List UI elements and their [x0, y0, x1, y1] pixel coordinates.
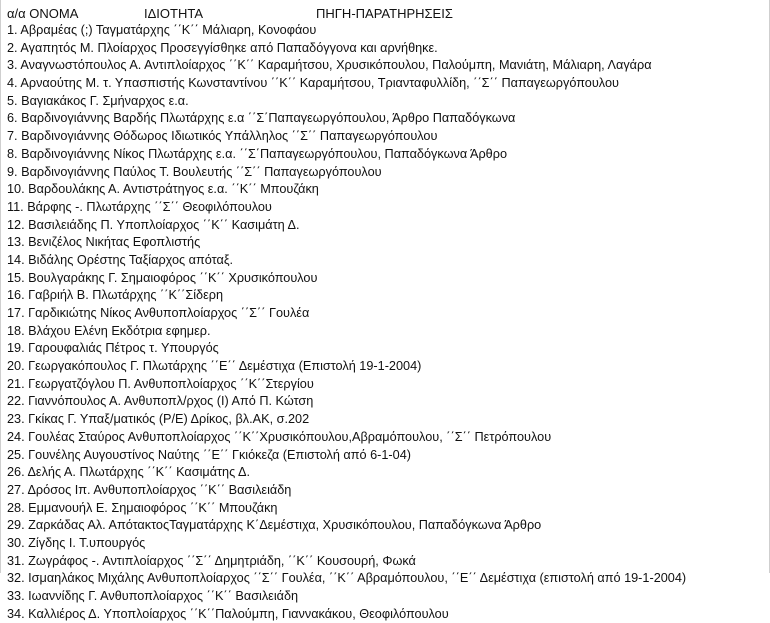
- list-item: 11. Βάρφης -. Πλωτάρχης ΄΄Σ΄΄ Θεοφιλόπουλου: [7, 199, 272, 214]
- list-item: 29. Ζαρκάδας Αλ. ΑπότακτοςΤαγματάρχης Κ΄Δεμέστιχα, Χρυσικόπουλου, Παπαδόγκωνα Άρθρο: [7, 518, 542, 533]
- table-header: [7, 5, 767, 22]
- list-item: 26. Δελής Α. Πλωτάρχης ΄΄Κ΄΄ Κασιμάτης Δ.: [7, 465, 251, 480]
- list-item: 34. Καλλιέρος Δ. Υποπλοίαρχος ΄΄Κ΄΄Παλούμπη, Γιαννακάκου, Θεοφιλόπουλου: [7, 606, 449, 621]
- list-item: 25. Γουνέλης Αυγουστίνος Ναύτης ΄΄Ε΄΄ Γκιόκεζα (Επιστολή από 6-1-04): [7, 447, 411, 462]
- list-item: 30. Ζίγδης Ι. Τ.υπουργός: [7, 535, 146, 550]
- list-item: 33. Ιωαννίδης Γ. Ανθυποπλοίαρχος ΄΄Κ΄΄ Βασιλειάδη: [7, 589, 299, 603]
- list-item: 20. Γεωργακόπουλος Γ. Πλωτάρχης ΄΄Ε΄΄ Δεμέστιχα (Επιστολή 19-1-2004): [7, 359, 422, 374]
- header-capacity: ΙΔΙΟΤΗΤΑ: [144, 6, 203, 21]
- list-item: 32. Ισμαηλάκος Μιχάλης Ανθυποπλοίαρχος ΄΄Σ΄΄ Γουλέα, ΄΄Κ΄΄ Αβραμόπουλου, ΄΄Ε΄΄ Δεμέστιχα (επιστολή από 19-1-2004): [7, 571, 687, 586]
- list-item: 15. Βουλγαράκης Γ. Σημαιοφόρος ΄΄Κ΄΄ Χρυσικόπουλου: [7, 270, 318, 285]
- list-item: 4. Αρναούτης Μ. τ. Υπασπιστής Κωνσταντίνου ΄΄Κ΄΄ Καραμήτσου, Τριανταφυλλίδη, ΄΄Σ΄΄ Παπαγεωργόπουλου: [7, 76, 619, 91]
- list-item: 9. Βαρδινογιάννης Παύλος Τ. Βουλευτής ΄΄Σ΄΄ Παπαγεωργόπουλου: [7, 164, 382, 179]
- list-item: 28. Εμμανουήλ Ε. Σημαιοφόρος ΄΄Κ΄΄ Μπουζάκη: [7, 500, 278, 515]
- list-item: 18. Βλάχου Ελένη Εκδότρια εφημερ.: [7, 323, 211, 338]
- list-item: 3. Αναγνωστόπουλος Α. Αντιπλοίαρχος ΄΄Κ΄΄ Καραμήτσου, Χρυσικόπουλου, Παλούμπη, Μανιάτη, Μάλιαρη, Λαγάρα: [7, 58, 652, 73]
- header-name: α/α ΟΝΟΜΑ: [7, 6, 79, 21]
- header-source-notes: ΠΗΓΗ-ΠΑΡΑΤΗΡΗΣΕΙΣ: [316, 6, 453, 21]
- list-item: 31. Ζωγράφος -. Αντιπλοίαρχος ΄΄Σ΄΄ Δημητριάδη, ΄΄Κ΄΄ Κουσουρή, Φωκά: [7, 553, 416, 568]
- list-item: 14. Βιδάλης Ορέστης Ταξίαρχος απόταξ.: [7, 252, 234, 267]
- list-item: 24. Γουλέας Σταύρος Ανθυποπλοίαρχος ΄΄Κ΄΄Χρυσικόπουλου,Αβραμόπουλου, ΄΄Σ΄΄ Πετρόπουλου: [7, 429, 552, 444]
- list-item: 23. Γκίκας Γ. Υπαξ/ματικός (Ρ/Ε) Δρίκος, βλ.ΑΚ, σ.202: [7, 412, 310, 427]
- list-item: 19. Γαρουφαλιάς Πέτρος τ. Υπουργός: [7, 341, 219, 356]
- list-item: 8. Βαρδινογιάννης Νίκος Πλωτάρχης ε.α. ΄΄Σ΄Παπαγεωργόπουλου, Παπαδόγκωνα Άρθρο: [7, 146, 508, 161]
- list-item: 21. Γεωργατζόγλου Π. Ανθυποπλοίαρχος ΄΄Κ΄΄Στεργίου: [7, 376, 314, 391]
- person-list: [7, 22, 765, 623]
- list-item: 12. Βασιλειάδης Π. Υποπλοίαρχος ΄΄Κ΄΄ Κασιμάτη Δ.: [7, 217, 300, 232]
- list-item: 1. Αβραμέας (;) Ταγματάρχης ΄΄Κ΄΄ Μάλιαρη, Κονοφάου: [7, 23, 317, 37]
- list-item: 17. Γαρδικιώτης Νίκος Ανθυποπλοίαρχος ΄΄Σ΄΄ Γουλέα: [7, 306, 310, 320]
- list-item: 16. Γαβριήλ Β. Πλωτάρχης ΄΄Κ΄΄Σίδερη: [7, 288, 224, 303]
- list-item: 13. Βενιζέλος Νικήτας Εφοπλιστής: [7, 235, 201, 250]
- list-item: 10. Βαρδουλάκης Α. Αντιστράτηγος ε.α. ΄΄Κ΄΄ Μπουζάκη: [7, 182, 319, 197]
- list-item: 2. Αγαπητός Μ. Πλοίαρχος Προσεγγίσθηκε από Παπαδόγγονα και αρνήθηκε.: [7, 40, 438, 55]
- list-item: 22. Γιαννόπουλος Α. Ανθυποπλ/ρχος (Ι) Από Π. Κώτση: [7, 394, 314, 409]
- list-item: 5. Βαγιακάκος Γ. Σμήναρχος ε.α.: [7, 93, 189, 108]
- list-item: 7. Βαρδινογιάννης Θόδωρος Ιδιωτικός Υπάλληλος ΄΄Σ΄΄ Παπαγεωργόπουλου: [7, 129, 438, 144]
- list-item: 27. Δρόσος Ιπ. Ανθυποπλοίαρχος ΄΄Κ΄΄ Βασιλειάδη: [7, 482, 292, 497]
- list-item: 6. Βαρδινογιάννης Βαρδής Πλωτάρχης ε.α ΄΄Σ΄Παπαγεωργόπουλου, Άρθρο Παπαδόγκωνα: [7, 111, 516, 126]
